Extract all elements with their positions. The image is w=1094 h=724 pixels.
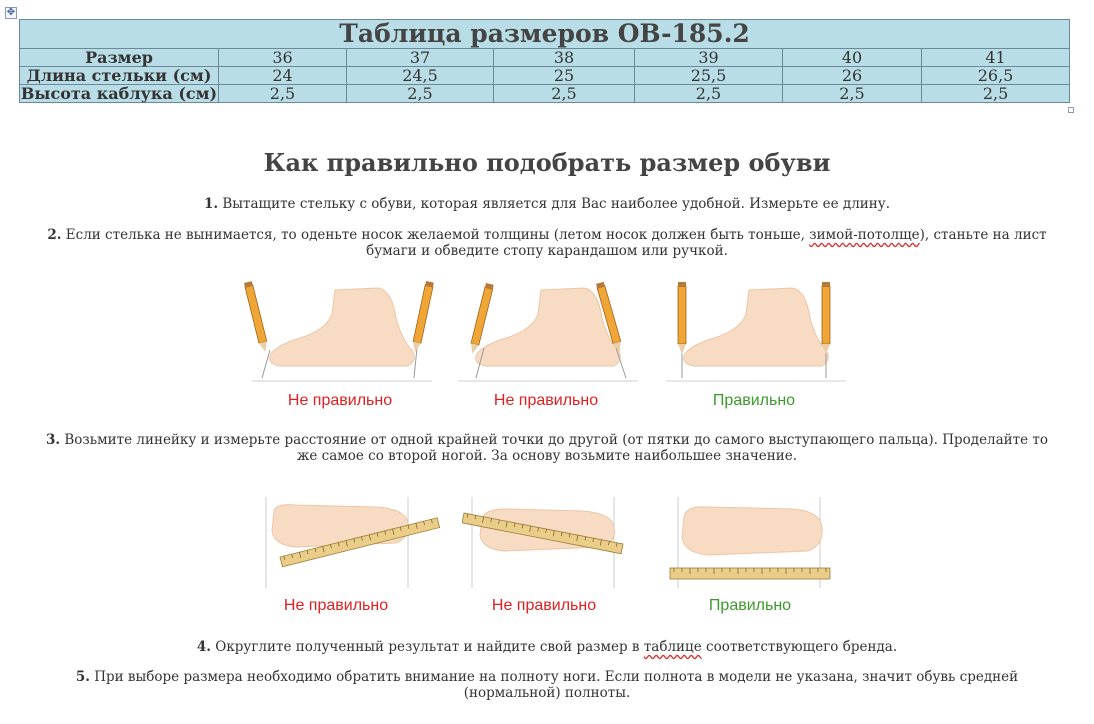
spellcheck-word: зимой-потолще [809, 227, 920, 243]
guide-heading: Как правильно подобрать размер обуви [263, 148, 831, 177]
table-cell: 24 [219, 67, 347, 85]
step-text: Возьмите линейку и измерьте расстояние от одной крайней точки до другой (от пятки до самого выступающего пальца). Проделайте то [64, 432, 1049, 448]
foot-trace-wrong-2-image [446, 278, 646, 388]
step-text: ), станьте на лист [919, 227, 1047, 243]
ruler-measure-wrong-2-image [462, 495, 662, 590]
foot-trace-correct-image [654, 278, 854, 388]
table-row [20, 85, 1070, 103]
trace-caption-wrong-2: Не правильно [493, 392, 599, 409]
table-cell: 2,5 [219, 85, 347, 103]
step-number: 1. [203, 196, 219, 212]
step-number: 2. [47, 227, 62, 243]
step-text: же самое со второй ногой. За основу возьмите наибольшее значение. [296, 448, 798, 464]
size-table-title: Таблица размеров OB-185.2 [20, 20, 1070, 49]
step-number: 3. [45, 432, 61, 448]
table-cell: 26,5 [922, 67, 1070, 85]
table-row [20, 67, 1070, 85]
foot-trace-wrong-1-image [240, 278, 440, 388]
step-number: 4. [196, 639, 211, 655]
row-label-insole-length: Длина стельки (см) [20, 67, 219, 85]
table-cell: 2,5 [922, 85, 1070, 103]
step-text: Округлите полученный результат и найдите свой размер в [215, 639, 644, 655]
table-cell: 36 [219, 49, 347, 67]
table-cell: 26 [783, 67, 922, 85]
step-text: При выборе размера необходимо обратить внимание на полноту ноги. Если полнота в модели не указана, значит обувь средней [94, 669, 1019, 685]
step-5 [20, 669, 1074, 701]
table-cell: 24,5 [347, 67, 494, 85]
size-table-title-row [20, 20, 1070, 49]
ruler-measure-correct-image [668, 495, 868, 590]
table-cell: 41 [922, 49, 1070, 67]
size-table [19, 19, 1070, 103]
row-label-size: Размер [20, 49, 219, 67]
step-text: соответствующего бренда. [701, 639, 898, 655]
ruler-caption-wrong-1: Не правильно [283, 597, 389, 614]
spellcheck-word: таблице [643, 639, 702, 655]
table-cell: 40 [783, 49, 922, 67]
ruler-measure-wrong-1-image [256, 495, 456, 590]
step-text: (нормальной) полноты. [463, 685, 631, 701]
ruler-caption-correct: Правильно [708, 597, 792, 614]
table-cell: 38 [494, 49, 635, 67]
step-2 [20, 227, 1074, 259]
step-4 [20, 639, 1074, 655]
row-label-heel-height: Высота каблука (см) [20, 84, 218, 103]
step-number: 5. [75, 669, 90, 685]
table-cell: 25,5 [635, 67, 783, 85]
step-text: Если стелька не вынимается, то оденьте носок желаемой толщины (летом носок должен быть тоньше, [65, 227, 810, 243]
trace-caption-correct: Правильно [712, 392, 796, 409]
table-cell: 37 [347, 49, 494, 67]
table-cell: 2,5 [347, 85, 494, 103]
table-cell: 39 [635, 49, 783, 67]
trace-caption-wrong-1: Не правильно [287, 392, 393, 409]
table-move-handle-icon[interactable]: ✥ [6, 7, 16, 18]
step-3 [20, 432, 1074, 464]
table-cell: 25 [494, 67, 635, 85]
ruler-caption-wrong-2: Не правильно [491, 597, 597, 614]
step-text: бумаги и обведите стопу карандашом или ручкой. [366, 243, 728, 259]
table-cell: 2,5 [494, 85, 635, 103]
table-resize-handle[interactable] [1068, 107, 1074, 113]
table-cell: 2,5 [635, 85, 783, 103]
table-row [20, 49, 1070, 67]
table-cell: 2,5 [783, 85, 922, 103]
step-text: Вытащите стельку с обуви, которая является для Вас наиболее удобной. Измерьте ее длину. [222, 196, 891, 212]
step-1 [20, 196, 1074, 212]
